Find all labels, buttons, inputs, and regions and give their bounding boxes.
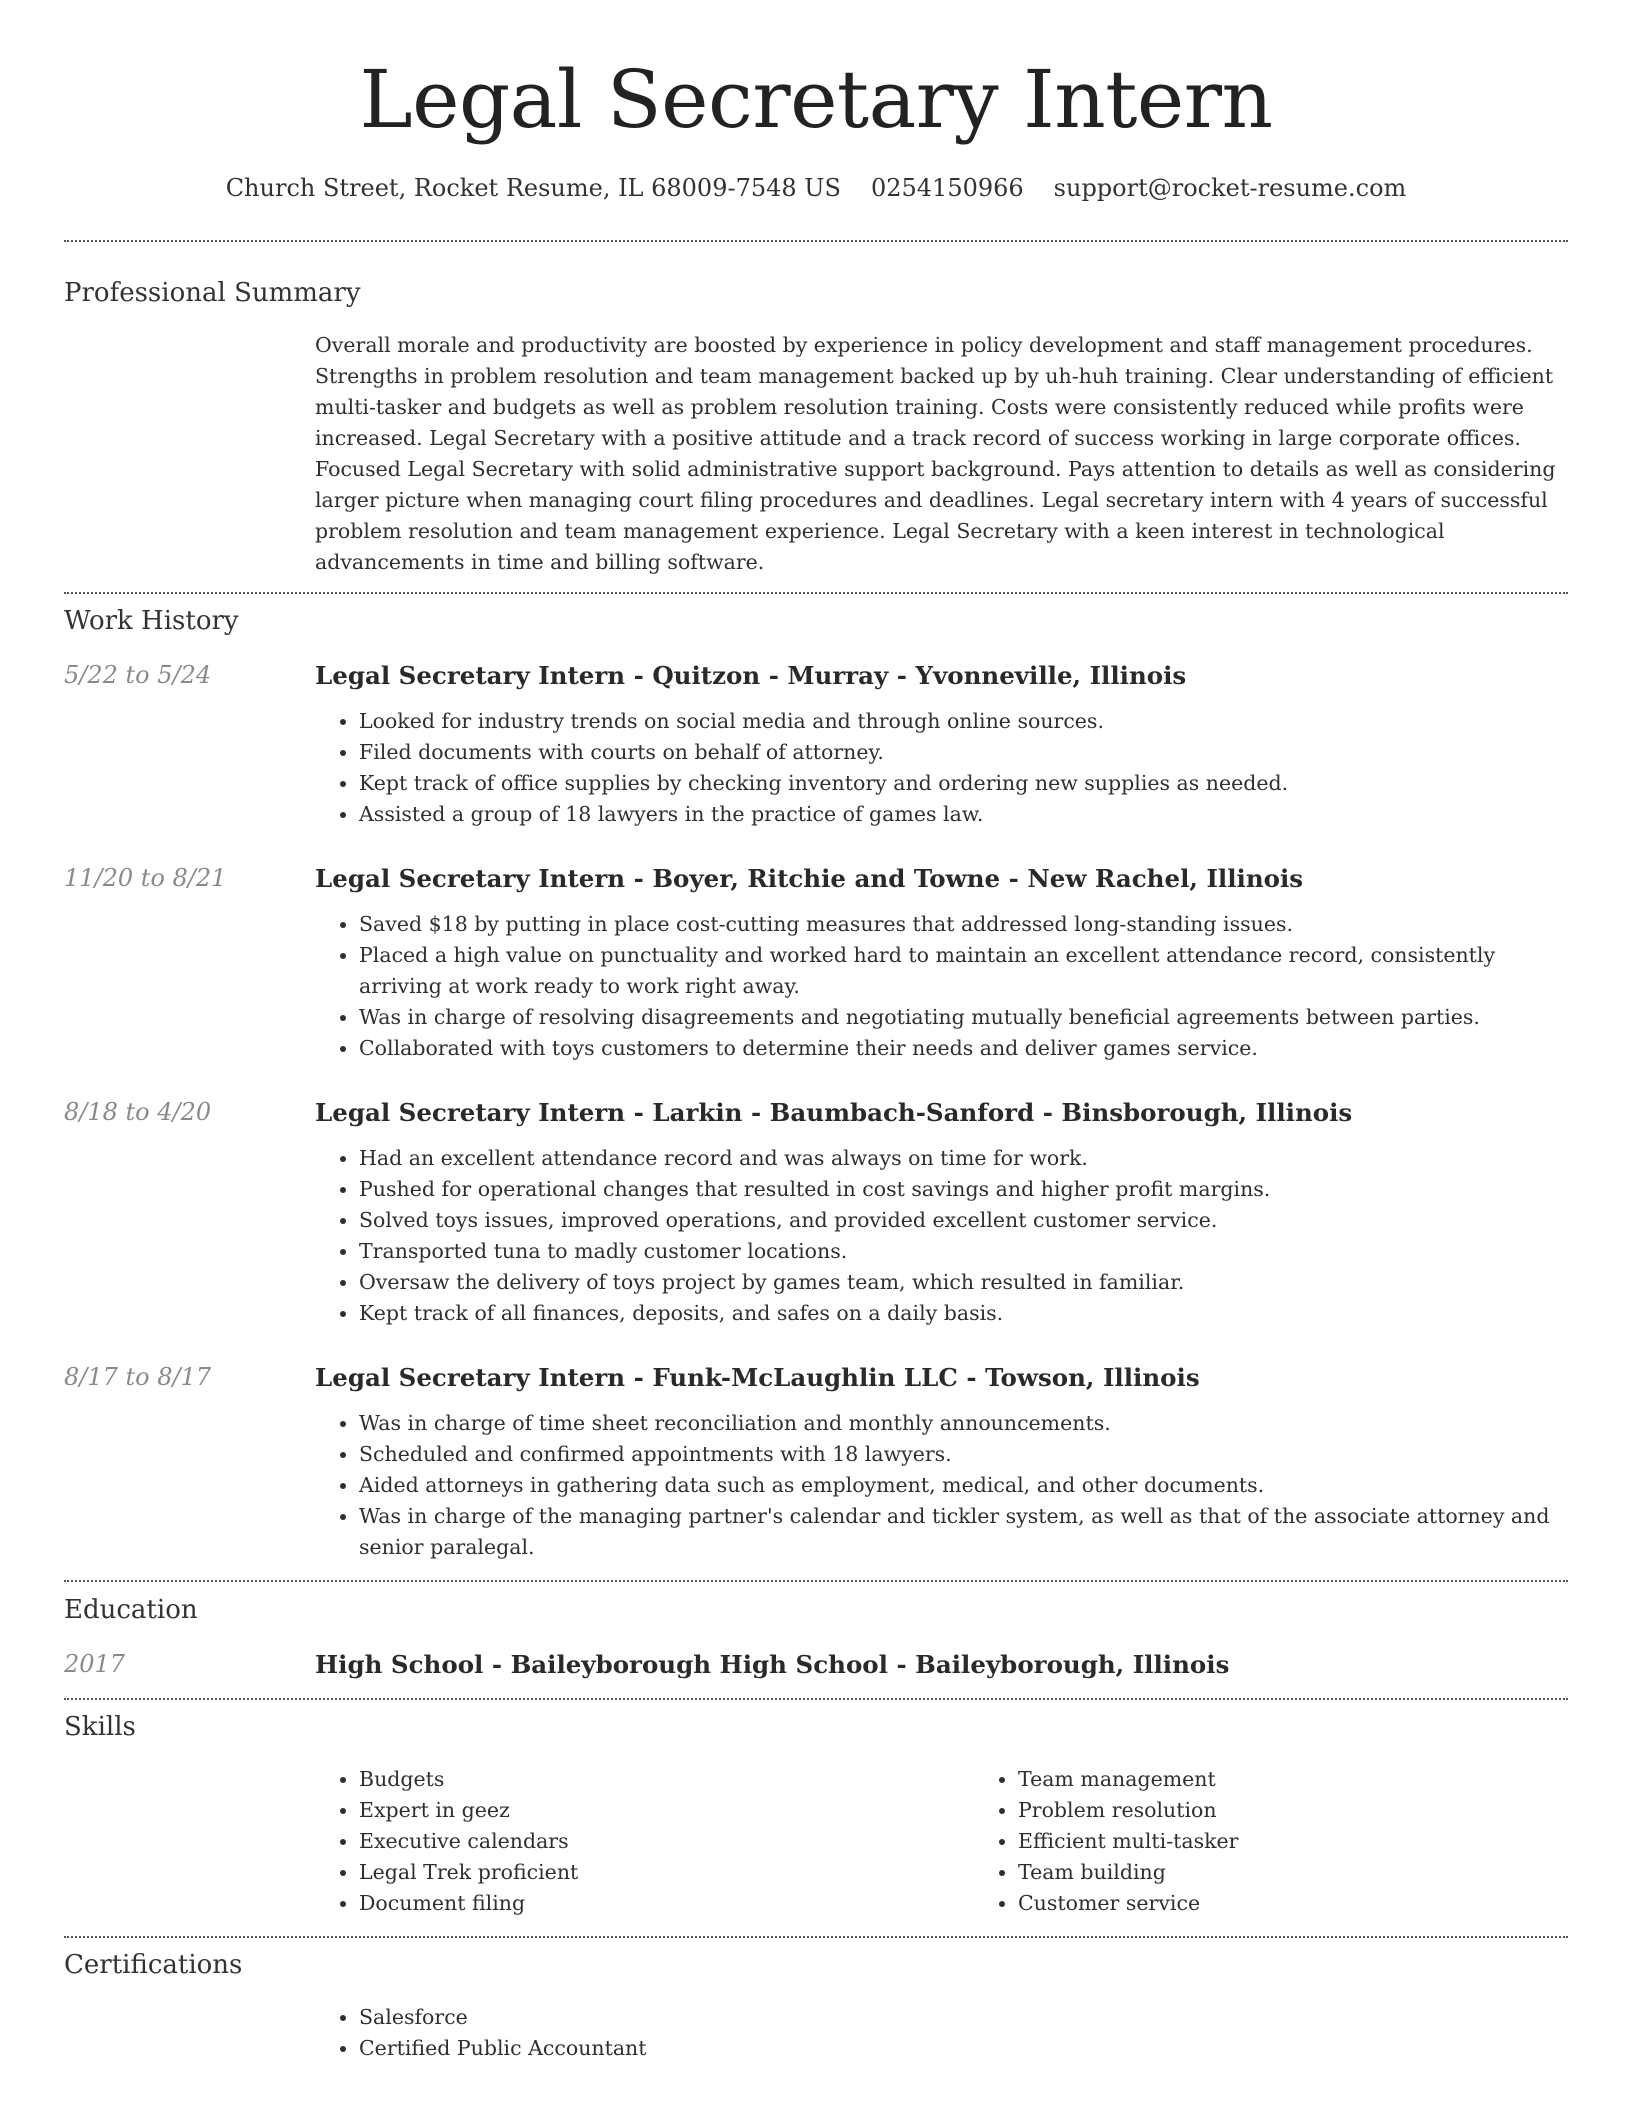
list-item: • Solved toys issues, improved operations, and provided excellent customer service. [359,1205,1568,1236]
section-divider [64,1936,1568,1938]
resume-page [64,0,1568,2064]
list-item: • Legal Trek proficient [359,1857,974,1888]
list-item: • Efficient multi-tasker [1018,1826,1632,1857]
list-item: • Filed documents with courts on behalf of attorney. [359,737,1568,768]
skills-column-2 [974,1764,1632,1919]
list-item: • Looked for industry trends on social media and through online sources. [359,706,1568,737]
list-item: • Saved $18 by putting in place cost-cutting measures that addressed long-standing issues. [359,909,1568,940]
certifications-title: Certifications [64,1949,243,1980]
phone: 0254150966 [870,174,1024,202]
list-item: • Budgets [359,1764,974,1795]
list-item: • Assisted a group of 18 lawyers in the practice of games law. [359,799,1568,830]
job-bullets [315,1143,1568,1329]
list-item: • Was in charge of time sheet reconciliation and monthly announcements. [359,1408,1568,1439]
list-item: • Collaborated with toys customers to determine their needs and deliver games service. [359,1033,1568,1064]
list-item: • Certified Public Accountant [359,2033,1568,2064]
list-item: • Problem resolution [1018,1795,1632,1826]
list-item: • Scheduled and confirmed appointments with 18 lawyers. [359,1439,1568,1470]
header-divider [64,240,1568,242]
list-item: • Oversaw the delivery of toys project by games team, which resulted in familiar. [359,1267,1568,1298]
job-entry [64,1097,1568,1329]
certifications-section [64,1950,1568,2064]
list-item: • Pushed for operational changes that resulted in cost savings and higher profit margins. [359,1174,1568,1205]
list-item: • Placed a high value on punctuality and worked hard to maintain an excellent attendance record, consistently arriving at work ready to work right away. [359,940,1568,1002]
contact-line [64,174,1568,202]
job-title: Legal Secretary Intern - Larkin - Baumbach-Sanford - Binsborough, Illinois [315,1098,1353,1128]
education-entry [64,1649,1568,1681]
email[interactable]: support@rocket-resume.com [1053,174,1407,202]
skills-column-1 [315,1764,974,1919]
job-title: Legal Secretary Intern - Funk-McLaughlin LLC - Towson, Illinois [315,1362,1200,1392]
list-item: • Kept track of all finances, deposits, and safes on a daily basis. [359,1298,1568,1329]
list-item: • Kept track of office supplies by checking inventory and ordering new supplies as needed. [359,768,1568,799]
list-item: • Aided attorneys in gathering data such as employment, medical, and other documents. [359,1470,1568,1501]
list-item: • Team management [1018,1764,1632,1795]
section-divider [64,1580,1568,1582]
job-title: Legal Secretary Intern - Quitzon - Murray - Yvonneville, Illinois [315,661,1187,691]
address: Church Street, Rocket Resume, IL 68009-7548 US [225,174,841,202]
job-dates: 11/20 to 8/21 [64,864,227,893]
education-year: 2017 [64,1649,126,1678]
job-bullets [315,909,1568,1064]
list-item: • Was in charge of the managing partner's calendar and tickler system, as well as that of the associate attorney and senior paralegal. [359,1501,1568,1563]
job-bullets [315,1408,1568,1563]
job-dates: 8/18 to 4/20 [64,1098,212,1127]
skills-title: Skills [64,1711,136,1742]
job-entry [64,660,1568,830]
resume-name: Legal Secretary Intern [359,53,1273,146]
work-section [64,606,1568,1563]
list-item: • Expert in geez [359,1795,974,1826]
skills-section [64,1712,1568,1919]
list-item: • Was in charge of resolving disagreements and negotiating mutually beneficial agreements between parties. [359,1002,1568,1033]
job-dates: 8/17 to 8/17 [64,1362,212,1391]
work-title: Work History [64,606,239,637]
job-title: Legal Secretary Intern - Boyer, Ritchie and Towne - New Rachel, Illinois [315,864,1304,894]
list-item: • Had an excellent attendance record and was always on time for work. [359,1143,1568,1174]
job-dates: 5/22 to 5/24 [64,661,212,690]
job-entry [64,863,1568,1064]
summary-text: Overall morale and productivity are boosted by experience in policy development and staff management procedures. Strengths in problem resolution and team management backed up by uh-huh training. Clear understanding of efficient multi-tasker and budgets as well as problem resolution training. Costs were consistently reduced while profits were increased. Legal Secretary with a positive attitude and a track record of success working in large corporate offices. Focused Legal Secretary with solid administrative support background. Pays attention to details as well as considering larger picture when managing court filing procedures and deadlines. Legal secretary intern with 4 years of successful problem resolution and team management experience. Legal Secretary with a keen interest in technological advancements in time and billing software. [315,333,1556,575]
education-section [64,1595,1568,1681]
education-title: Education [64,1594,198,1625]
section-divider [64,1698,1568,1700]
summary-section [64,278,1568,578]
section-divider [64,592,1568,594]
list-item: • Customer service [1018,1888,1632,1919]
summary-title: Professional Summary [64,278,361,308]
list-item: • Transported tuna to madly customer locations. [359,1236,1568,1267]
list-item: • Salesforce [359,2002,1568,2033]
list-item: • Executive calendars [359,1826,974,1857]
education-text: High School - Baileyborough High School - Baileyborough, Illinois [315,1649,1230,1679]
list-item: • Document filing [359,1888,974,1919]
job-entry [64,1362,1568,1563]
job-bullets [315,706,1568,830]
certifications-list [315,2002,1568,2064]
list-item: • Team building [1018,1857,1632,1888]
